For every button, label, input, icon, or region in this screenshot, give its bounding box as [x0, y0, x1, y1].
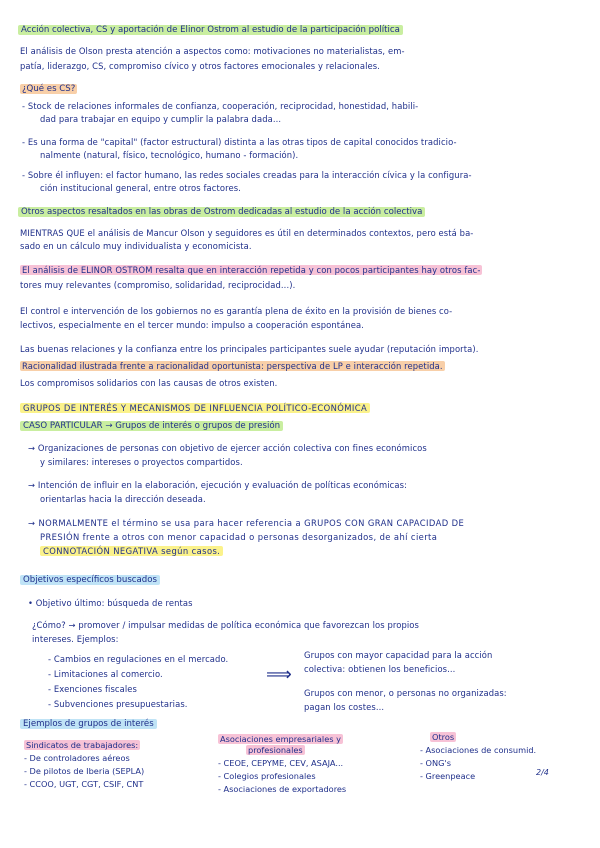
- section-title-grupos: [20, 402, 370, 414]
- sindicatos-item: - CCOO, UGT, CGT, CSIF, CNT: [24, 779, 144, 789]
- ejemplo-4: - Subvenciones presupuestarias.: [48, 699, 188, 709]
- double-arrow-icon: ⟹: [266, 664, 292, 685]
- caso-particular-text: CASO PARTICULAR → Grupos de interés o grupos de presión: [20, 421, 283, 431]
- otros-item: - ONG's: [420, 758, 451, 768]
- asociaciones-title-2: profesionales: [248, 745, 303, 755]
- como-line-1: ¿Cómo? → promover / impulsar medidas de política económica que favorezcan los propios: [32, 620, 419, 630]
- grupos-bullet-2-line-2: orientarlas hacia la dirección deseada.: [40, 494, 206, 504]
- grupos-bullet-3-line-1: → NORMALMENTE el término se usa para hacer referencia a GRUPOS CON GRAN CAPACIDAD DE: [28, 518, 465, 528]
- grupos-bullet-2-line-1: → Intención de influir en la elaboración, ejecución y evaluación de políticas económicas:: [28, 480, 408, 490]
- ostrom-line-1-text: El análisis de ELINOR OSTROM resalta que en interacción repetida y con pocos participantes hay otros fac-: [22, 265, 481, 275]
- control-line-1: El control e intervención de los gobiernos no es garantía plena de éxito en la provisión de bienes co-: [20, 306, 453, 316]
- olson-line-2: patía, liderazgo, CS, compromiso cívico y otros factores emocionales y relacionales.: [20, 61, 380, 71]
- grupos-bullet-1-line-1: → Organizaciones de personas con objetivo de ejercer acción colectiva con fines económicos: [28, 443, 427, 453]
- mientras-line-1: MIENTRAS QUE el análisis de Mancur Olson y seguidores es útil en determinados contextos, pero está ba-: [20, 228, 474, 238]
- section-title-ejemplos: [20, 718, 157, 730]
- page-number: 2/4: [536, 768, 549, 777]
- asociaciones-item: - Asociaciones de exportadores: [218, 784, 347, 794]
- menor-capacidad-line-2: pagan los costes...: [304, 702, 385, 712]
- cs-bullet-2-line-1: - Es una forma de "capital" (factor estructural) distinta a las otras tipos de capital conocidos tradicio-: [22, 137, 457, 147]
- racionalidad-line: [20, 361, 445, 372]
- mientras-line-2: sado en un cálculo muy individualista y economicista.: [20, 241, 252, 251]
- ejemplo-2: - Limitaciones al comercio.: [48, 669, 163, 679]
- sindicatos-item: - De pilotos de Iberia (SEPLA): [24, 766, 145, 776]
- racionalidad-text: Racionalidad ilustrada frente a racionalidad oportunista: perspectiva de LP e interacción repetida.: [22, 361, 443, 371]
- section-title-accion-colectiva: [18, 24, 403, 36]
- otros-title: Otros: [432, 732, 455, 742]
- otros-item: - Greenpeace: [420, 771, 476, 781]
- sindicatos-item: - De controladores aéreos: [24, 753, 130, 763]
- ejemplo-1: - Cambios en regulaciones en el mercado.: [48, 654, 229, 664]
- control-line-2: lectivos, especialmente en el tercer mundo: impulso a cooperación espontánea.: [20, 320, 365, 330]
- section-title-objetivos: [20, 574, 160, 586]
- connotacion-text: CONNOTACIÓN NEGATIVA según casos.: [40, 546, 223, 556]
- column-asociaciones: [218, 734, 346, 797]
- olson-line-1: El análisis de Olson presta atención a aspectos como: motivaciones no materialistas, em-: [20, 46, 405, 56]
- sindicatos-title: Sindicatos de trabajadores:: [26, 740, 139, 750]
- ejemplo-3: - Exenciones fiscales: [48, 684, 137, 694]
- column-otros: [420, 732, 536, 784]
- asociaciones-item: - CEOE, CEPYME, CEV, ASAJA...: [218, 758, 344, 768]
- grupos-bullet-1-line-2: y similares: intereses o proyectos compartidos.: [40, 457, 243, 467]
- mayor-capacidad-line-2: colectiva: obtienen los beneficios...: [304, 664, 456, 674]
- otros-item: - Asociaciones de consumid.: [420, 745, 537, 755]
- section-title-text: GRUPOS DE INTERÉS Y MECANISMOS DE INFLUENCIA POLÍTICO-ECONÓMICA: [20, 403, 370, 413]
- column-sindicatos: [24, 740, 144, 792]
- asociaciones-title-1: Asociaciones empresariales y: [220, 734, 341, 744]
- ostrom-line-2: tores muy relevantes (compromiso, solidaridad, reciprocidad...).: [20, 280, 296, 290]
- section-title-text: Objetivos específicos buscados: [20, 575, 160, 585]
- como-line-2: intereses. Ejemplos:: [32, 634, 119, 644]
- cs-bullet-3-line-2: ción institucional general, entre otros factores.: [40, 183, 241, 193]
- cs-bullet-3-line-1: - Sobre él influyen: el factor humano, las redes sociales creadas para la interacción cívica y la configura-: [22, 170, 472, 180]
- section-title-text: Acción colectiva, CS y aportación de Elinor Ostrom al estudio de la participación política: [18, 25, 403, 35]
- cs-bullet-1-line-1: - Stock de relaciones informales de confianza, cooperación, reciprocidad, honestidad, habili-: [22, 101, 419, 111]
- section-title-text: Ejemplos de grupos de interés: [20, 719, 157, 729]
- relaciones-line: Las buenas relaciones y la confianza entre los principales participantes suele ayudar (reputación importa).: [20, 344, 479, 354]
- question-cs: [20, 83, 77, 95]
- ostrom-line-1: [20, 265, 482, 276]
- section-title-ostrom: [18, 206, 425, 218]
- grupos-bullet-3-line-3: [40, 546, 223, 557]
- menor-capacidad-line-1: Grupos con menor, o personas no organizadas:: [304, 688, 507, 698]
- mayor-capacidad-line-1: Grupos con mayor capacidad para la acción: [304, 650, 493, 660]
- grupos-bullet-3-line-2: PRESIÓN frente a otros con menor capacidad o personas desorganizados, de ahí cierta: [40, 532, 438, 542]
- cs-bullet-2-line-2: nalmente (natural, físico, tecnológico, humano - formación).: [40, 150, 299, 160]
- section-title-text: Otros aspectos resaltados en las obras de Ostrom dedicadas al estudio de la acción colectiva: [18, 207, 425, 217]
- objetivo-ultimo: • Objetivo último: búsqueda de rentas: [28, 598, 193, 608]
- question-cs-text: ¿Qué es CS?: [22, 84, 76, 94]
- compromisos-line: Los compromisos solidarios con las causas de otros existen.: [20, 378, 278, 388]
- asociaciones-item: - Colegios profesionales: [218, 771, 316, 781]
- caso-particular: [20, 420, 283, 432]
- cs-bullet-1-line-2: dad para trabajar en equipo y cumplir la palabra dada...: [40, 114, 282, 124]
